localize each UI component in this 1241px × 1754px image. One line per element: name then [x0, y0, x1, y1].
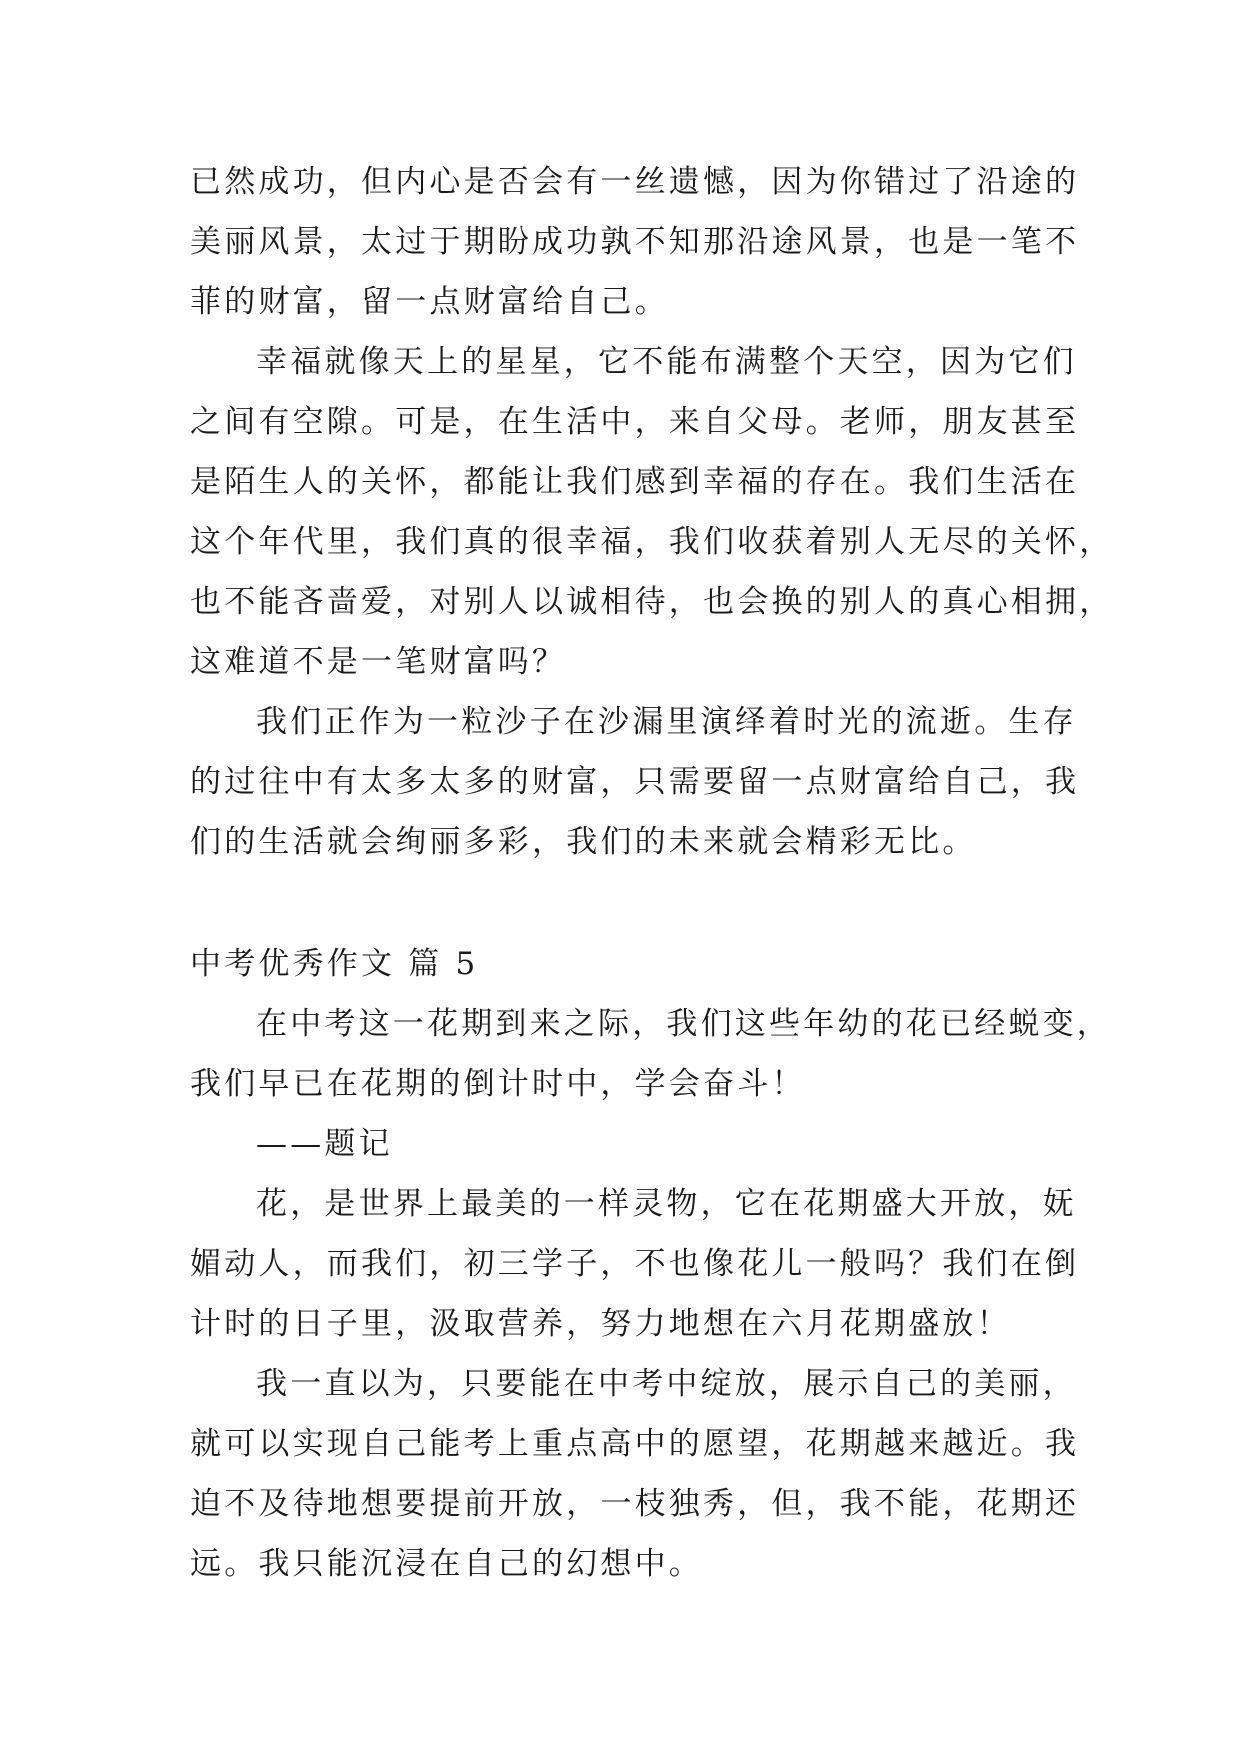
- text-line: 们的生活就会绚丽多彩，我们的未来就会精彩无比。: [190, 824, 977, 860]
- text-line: 已然成功，但内心是否会有一丝遗憾，因为你错过了沿途的: [190, 164, 1080, 200]
- text-line: 这个年代里，我们真的很幸福，我们收获着别人无尽的关怀，: [190, 524, 1114, 560]
- text-line: 这难道不是一笔财富吗？: [190, 644, 567, 680]
- section-heading: 中考优秀作文 篇 5: [190, 946, 479, 982]
- text-line: 我们早已在花期的倒计时中，学会奋斗！: [190, 1066, 806, 1102]
- paragraph-first-line: 我一直以为，只要能在中考中绽放，展示自己的美丽，: [256, 1366, 1077, 1402]
- document-body: [190, 160, 1114, 1602]
- text-line: 远。我只能沉浸在自己的幻想中。: [190, 1546, 703, 1582]
- text-line: 的过往中有太多太多的财富，只需要留一点财富给自己，我: [190, 764, 1080, 800]
- epigraph-attribution: ——题记: [256, 1126, 393, 1162]
- text-line: 迫不及待地想要提前开放，一枝独秀，但，我不能，花期还: [190, 1486, 1080, 1522]
- text-line: 之间有空隙。可是，在生活中，来自父母。老师，朋友甚至: [190, 404, 1080, 440]
- paragraph-first-line: 花，是世界上最美的一样灵物，它在花期盛大开放，妩: [256, 1186, 1077, 1222]
- text-line: 就可以实现自己能考上重点高中的愿望，花期越来越近。我: [190, 1426, 1080, 1462]
- text-line: 也不能吝啬爱，对别人以诚相待，也会换的别人的真心相拥，: [190, 584, 1114, 620]
- paragraph-first-line: 幸福就像天上的星星，它不能布满整个天空，因为它们: [256, 344, 1077, 380]
- paragraph-first-line: 在中考这一花期到来之际，我们这些年幼的花已经蜕变，: [256, 1006, 1111, 1042]
- paragraph-first-line: 我们正作为一粒沙子在沙漏里演绎着时光的流逝。生存: [256, 704, 1077, 740]
- text-line: 是陌生人的关怀，都能让我们感到幸福的存在。我们生活在: [190, 464, 1080, 500]
- text-line: 计时的日子里，汲取营养，努力地想在六月花期盛放！: [190, 1306, 1011, 1342]
- text-line: 美丽风景，太过于期盼成功孰不知那沿途风景，也是一笔不: [190, 224, 1080, 260]
- text-line: 媚动人，而我们，初三学子，不也像花儿一般吗？我们在倒: [190, 1246, 1080, 1282]
- text-line: 菲的财富，留一点财富给自己。: [190, 284, 669, 320]
